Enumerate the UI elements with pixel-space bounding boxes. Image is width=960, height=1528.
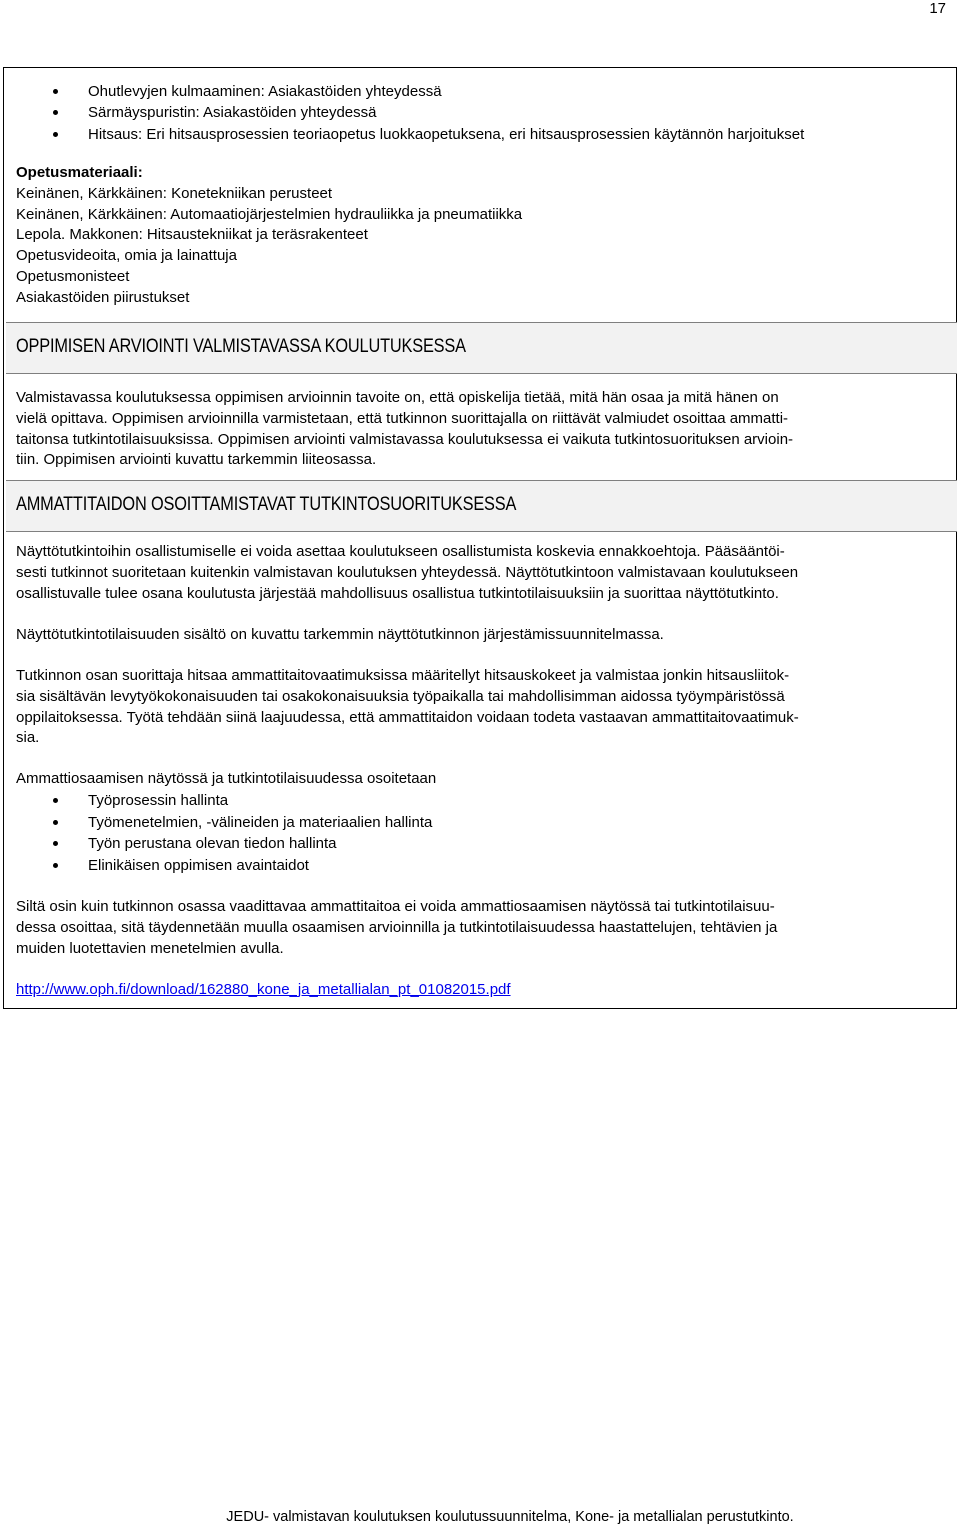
page-footer: JEDU- valmistavan koulutuksen koulutussuunnitelma, Kone- ja metallialan perustutkinto. [226, 1509, 794, 1525]
list-item: Särmäyspuristin: Asiakastöiden yhteydessä [16, 102, 948, 123]
list-item: Työprosessin hallinta [16, 790, 948, 812]
text-line: oppilaitoksessa. Työtä tehdään siinä laajuudessa, että ammattitaidon voidaan todeta vastaavan ammattitaitovaatimuk- [16, 708, 799, 726]
assessment-paragraph [16, 388, 948, 471]
list-item: Hitsaus: Eri hitsausprosessien teoriaopetus luokkaopetuksena, eri hitsausprosessien käytännön harjoitukset [16, 124, 948, 145]
materials-item: Asiakastöiden piirustukset [16, 288, 190, 306]
text-line: vielä opittava. Oppimisen arvioinnilla varmistetaan, että tutkinnon suorittajalla on riittävät valmiudet osoittaa ammatti- [16, 409, 789, 427]
text-line: dessa osoittaa, sitä täydennetään muulla osaamisen arvioinnilla ja tutkintotilaisuudessa haastattelujen, tehtävien ja [16, 918, 778, 936]
section-title: AMMATTITAIDON OSOITTAMISTAVAT TUTKINTOSUORITUKSESSA [16, 494, 517, 515]
content-frame [3, 67, 957, 1009]
materials-item: Opetusvideoita, omia ja lainattuja [16, 247, 237, 265]
text-line: Ammattiosaamisen näytössä ja tutkintotilaisuudessa osoitetaan [16, 770, 437, 787]
text-line: sia sisältävän levytyökokonaisuuden tai osakokonaisuuksia työpaikalla tai mahdollisimman aidossa työympäristössä [16, 687, 785, 705]
list-item: Elinikäisen oppimisen avaintaidot [16, 855, 948, 877]
demonstration-paragraph-5 [16, 897, 948, 959]
list-item: Työmenetelmien, -välineiden ja materiaalien hallinta [16, 812, 948, 834]
text-line: sia. [16, 729, 40, 747]
demonstration-paragraph-2 [16, 625, 948, 646]
text-line: muiden luotettavien menetelmien avulla. [16, 939, 284, 957]
demonstration-paragraph-3 [16, 666, 948, 749]
text-line: tiin. Oppimisen arviointi kuvattu tarkemmin liiteosassa. [16, 451, 377, 469]
section-heading-demonstration [6, 480, 957, 532]
text-line: Näyttötutkintotilaisuuden sisältö on kuvattu tarkemmin näyttötutkinnon järjestämissuunnitelmassa. [16, 626, 664, 643]
text-line: sesti tutkinnot suoritetaan kuitenkin valmistavan koulutuksen yhteydessä. Näyttötutkintoon valmistavaan koulutukseen [16, 563, 799, 581]
list-item: Työn perustana olevan tiedon hallinta [16, 833, 948, 855]
text-line: Tutkinnon osan suorittaja hitsaa ammattitaitovaatimuksissa määritellyt hitsauskokeet ja valmistaa jonkin hitsausliitok- [16, 667, 790, 684]
materials-item: Opetusmonisteet [16, 267, 130, 285]
reference-link[interactable]: http://www.oph.fi/download/162880_kone_ja_metallialan_pt_01082015.pdf [16, 981, 511, 998]
section-title: OPPIMISEN ARVIOINTI VALMISTAVASSA KOULUTUKSESSA [16, 336, 466, 357]
text-line: Valmistavassa koulutuksessa oppimisen arvioinnin tavoite on, että opiskelija tietää, mitä hän osaa ja mitä hänen on [16, 389, 779, 406]
text-line: osallistuvalle tulee osana koulutusta järjestää mahdollisuus osallistua tutkintotilaisuuksiin ja suorittaa näyttötutkinto. [16, 584, 779, 602]
materials-item: Lepola. Makkonen: Hitsaustekniikat ja teräsrakenteet [16, 226, 368, 244]
list-item: Ohutlevyjen kulmaaminen: Asiakastöiden yhteydessä [16, 81, 948, 102]
materials-item: Keinänen, Kärkkäinen: Konetekniikan perusteet [16, 184, 333, 202]
skills-bullet-list [16, 790, 948, 877]
demonstration-paragraph-4 [16, 769, 948, 877]
section-heading-assessment [6, 322, 957, 374]
materials-item: Keinänen, Kärkkäinen: Automaatiojärjestelmien hydrauliikka ja pneumatiikka [16, 205, 523, 223]
reference-link-container [16, 980, 948, 1001]
demonstration-paragraph-1 [16, 542, 948, 604]
text-line: taitonsa tutkintotilaisuuksissa. Oppimisen arviointi valmistavassa koulutuksessa ei vaikuta tutkintosuorituksen arvioin- [16, 430, 794, 448]
intro-bullet-list [16, 81, 948, 145]
materials-label: Opetusmateriaali: [16, 164, 143, 181]
text-line: Näyttötutkintoihin osallistumiselle ei voida asettaa koulutukseen osallistumista koskevia ennakkoehtoja. Pääsääntöi- [16, 543, 785, 560]
text-line: Siltä osin kuin tutkinnon osassa vaadittavaa ammattitaitoa ei voida ammattiosaamisen näytössä tai tutkintotilaisuu- [16, 898, 775, 915]
page-number: 17 [929, 0, 946, 17]
materials-section [16, 163, 948, 309]
